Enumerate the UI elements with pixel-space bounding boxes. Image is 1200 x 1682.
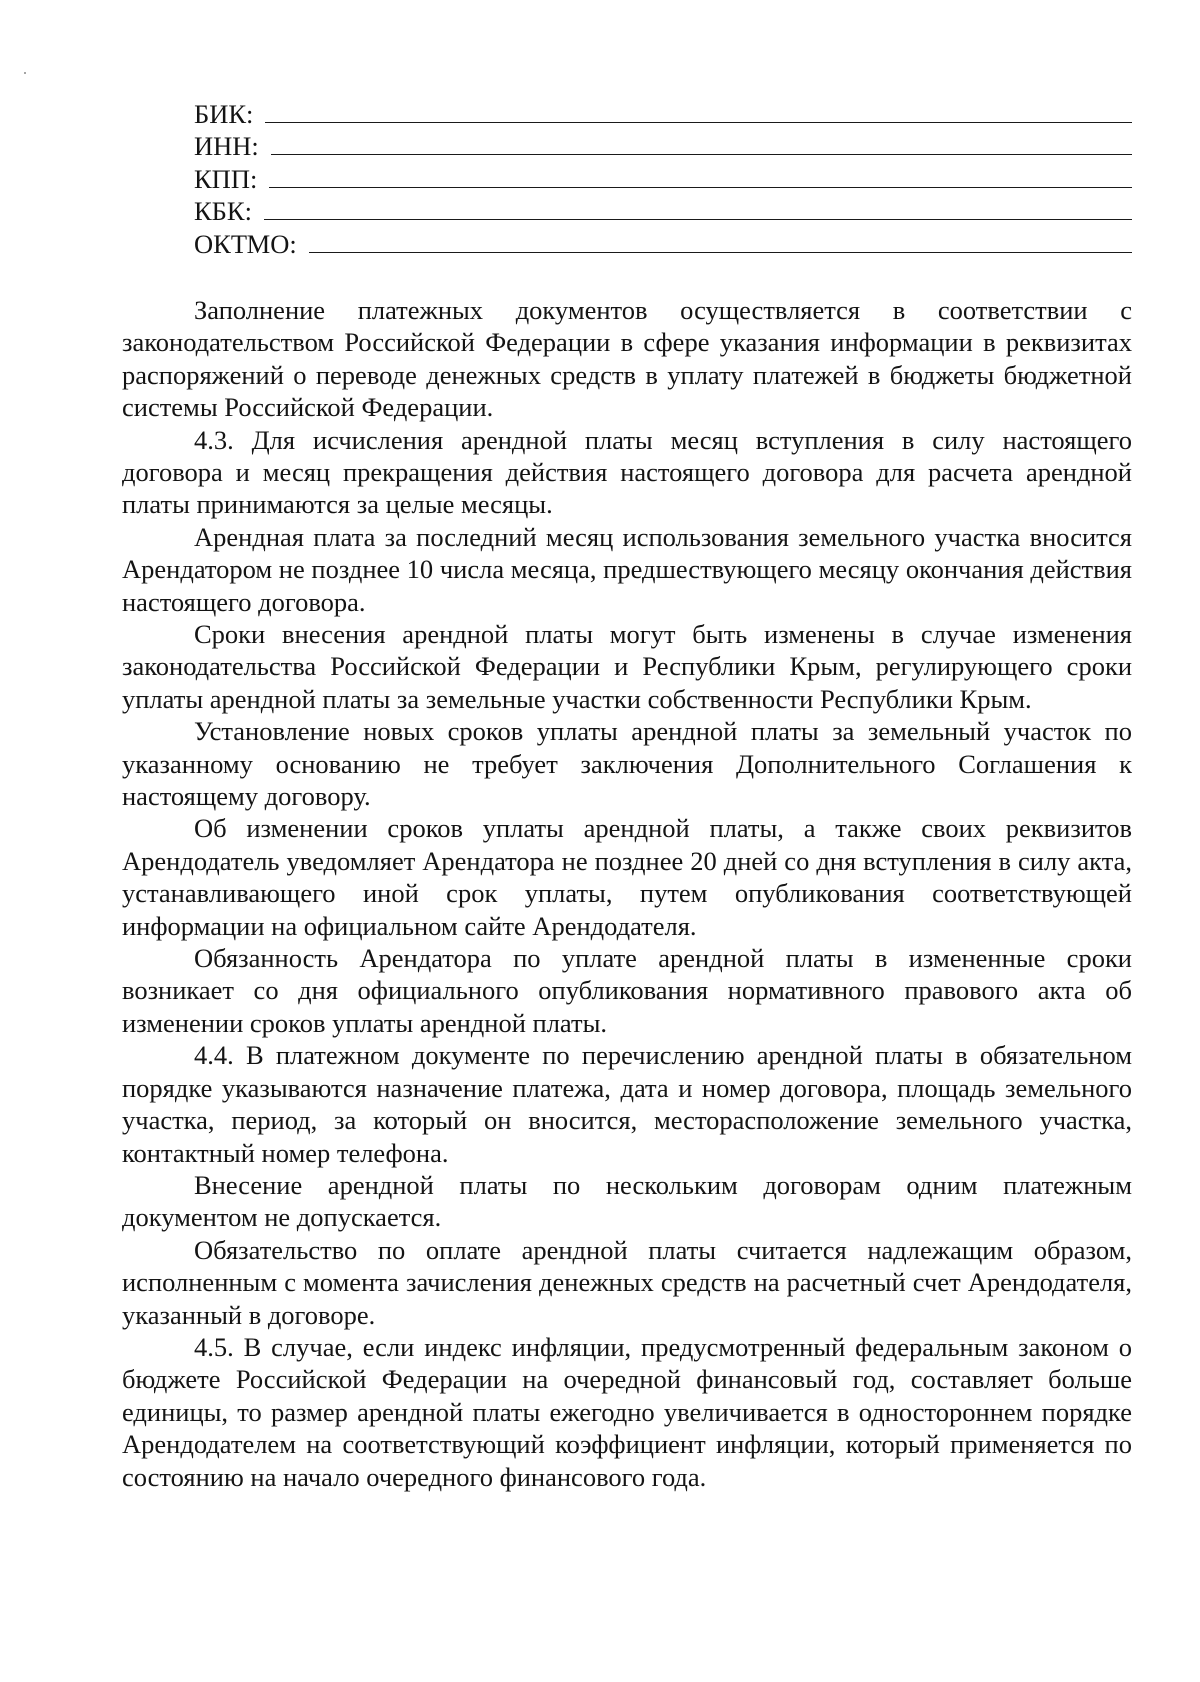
field-kpp [194,163,1132,195]
field-blank-line [264,195,1132,220]
paragraph: Заполнение платежных документов осуществляется в соответствии с законодательством Российской Федерации в сфере указания информации в реквизитах распоряжений о переводе денежных средств в уплату платежей в бюджеты бюджетной системы Российской Федерации. [122,294,1132,423]
paragraph-clause-4-4: 4.4. В платежном документе по перечислению арендной платы в обязательном порядке указываются назначение платежа, дата и номер договора, площадь земельного участка, период, за который он вносится, месторасположение земельного участка, контактный номер телефона. [122,1040,1132,1168]
paragraph: Сроки внесения арендной платы могут быть изменены в случае изменения законодательства Российской Федерации и Республики Крым, регулирующего сроки уплаты арендной платы за земельные участки собственности Республики Крым. [122,619,1132,714]
document-body [122,294,1132,1493]
field-label: ИНН: [194,131,259,162]
field-inn [194,130,1132,162]
payment-details-fields [194,98,1132,260]
field-kbk [194,195,1132,227]
field-label: ОКТМО: [194,228,297,259]
paragraph: Об изменении сроков уплаты арендной платы, а также своих реквизитов Арендодатель уведомляет Арендатора не позднее 20 дней со дня вступления в силу акта, устанавливающего иной срок уплаты, путем опубликования соответствующей информации на официальном сайте Арендодателя. [122,813,1132,941]
paragraph: Обязательство по оплате арендной платы считается надлежащим образом, исполненным с момента зачисления денежных средств на расчетный счет Арендодателя, указанный в договоре. [122,1234,1132,1330]
paragraph: Обязанность Арендатора по уплате арендной платы в измененные сроки возникает со дня официального опубликования нормативного правового акта об изменении сроков уплаты арендной платы. [122,943,1132,1038]
paragraph-clause-4-5: 4.5. В случае, если индекс инфляции, предусмотренный федеральным законом о бюджете Российской Федерации на очередной финансовый год, составляет больше единицы, то размер арендной платы ежегодно увеличивается в одностороннем порядке Арендодателем на соответствующий коэффициент инфляции, который применяется по состоянию на начало очередного финансового года. [122,1331,1132,1492]
paragraph: Установление новых сроков уплаты арендной платы за земельный участок по указанному основанию не требует заключения Дополнительного Соглашения к настоящему договору. [122,716,1132,812]
document-page [122,98,1132,1493]
paragraph: Арендная плата за последний месяц использования земельного участка вносится Арендатором не позднее 10 числа месяца, предшествующего месяцу окончания действия настоящего договора. [122,521,1132,617]
field-label: БИК: [194,99,254,129]
field-blank-line [271,130,1132,155]
field-blank-line [265,98,1132,123]
paragraph-clause-4-3: 4.3. Для исчисления арендной платы месяц вступления в силу настоящего договора и месяц прекращения действия настоящего договора для расчета арендной платы принимаются за целые месяцы. [122,424,1132,520]
field-blank-line [309,228,1132,253]
field-label: КБК: [194,196,252,227]
paragraph: Внесение арендной платы по нескольким договорам одним платежным документом не допускается. [122,1169,1132,1233]
field-oktmo [194,228,1132,260]
field-label: КПП: [194,163,258,194]
field-bik [194,98,1132,130]
field-blank-line [269,163,1132,188]
scan-artifact [24,72,26,74]
